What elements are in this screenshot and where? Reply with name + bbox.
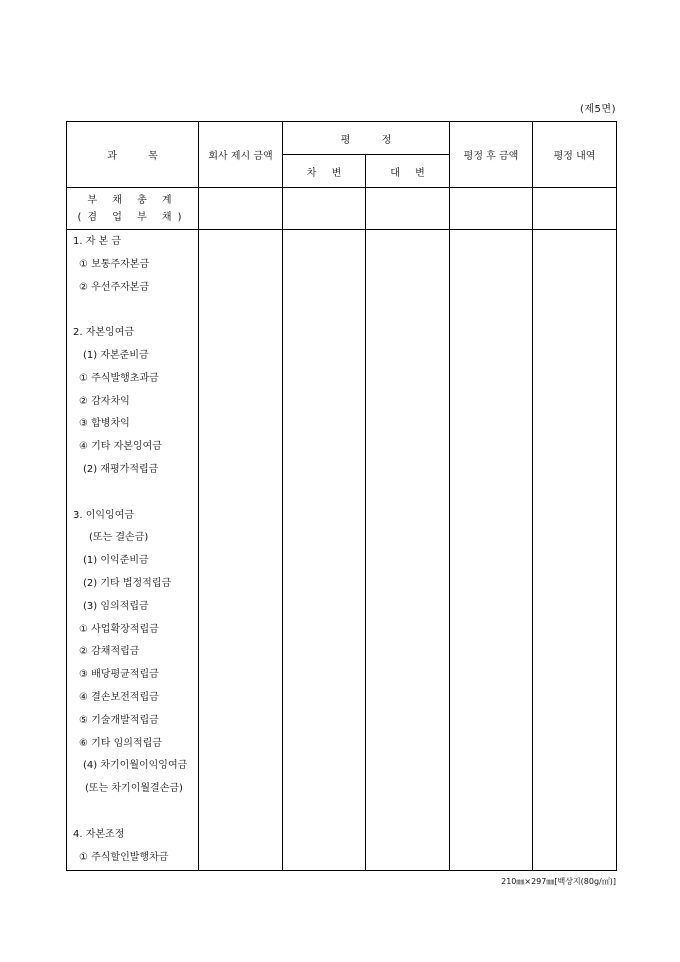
total-debit-cell[interactable] — [283, 188, 366, 230]
header-after-amount: 평정 후 금액 — [450, 122, 533, 188]
account-item: 2. 자본잉여금 — [73, 327, 135, 339]
account-item: 4. 자본조정 — [73, 828, 125, 840]
blank-line — [67, 801, 198, 824]
account-item: ④ 결손보전적립금 — [79, 691, 159, 703]
total-company-amount-cell[interactable] — [199, 188, 283, 230]
total-row-line2: (겸 업 부 채) — [77, 211, 188, 223]
blank-line — [67, 299, 198, 322]
header-debit: 차 변 — [283, 155, 366, 188]
header-credit: 대 변 — [366, 155, 450, 188]
account-item: (또는 결손금) — [89, 532, 149, 544]
total-details-cell[interactable] — [533, 188, 617, 230]
account-item: ③ 배당평균적립금 — [79, 669, 159, 681]
header-details: 평정 내역 — [533, 122, 617, 188]
total-after-amount-cell[interactable] — [450, 188, 533, 230]
account-item: ① 사업확장적립금 — [79, 623, 159, 635]
account-item: ① 주식발행초과금 — [79, 372, 159, 384]
account-item: ⑥ 기타 임의적립금 — [79, 737, 162, 749]
header-subject: 과 목 — [67, 122, 199, 188]
blank-line — [67, 482, 198, 505]
items-row — [67, 230, 617, 871]
item-list — [67, 230, 198, 869]
account-item: (2) 기타 법정적립금 — [83, 577, 172, 589]
account-item: (1) 이익준비금 — [83, 555, 149, 567]
account-item: ① 주식할인발행차금 — [79, 851, 169, 863]
account-item: (4) 차기이월이익잉여금 — [83, 760, 188, 772]
capital-evaluation-table — [66, 121, 617, 871]
items-details-cell[interactable] — [533, 230, 617, 871]
header-company-amount: 회사 제시 금액 — [199, 122, 283, 188]
account-item: ② 우선주자본금 — [79, 281, 150, 293]
account-item: 1. 자 본 금 — [73, 236, 122, 247]
total-row-label — [67, 188, 199, 230]
header-evaluation: 평 정 — [283, 122, 450, 155]
account-item: 3. 이익잉여금 — [73, 509, 135, 521]
account-item: ① 보통주자본금 — [79, 258, 150, 270]
items-after-amount-cell[interactable] — [450, 230, 533, 871]
account-item: ② 감채적립금 — [79, 646, 140, 658]
account-item: ③ 합병차익 — [79, 418, 130, 430]
total-liabilities-row — [67, 188, 617, 230]
account-item: ② 감자차익 — [79, 395, 130, 407]
items-credit-cell[interactable] — [366, 230, 450, 871]
items-debit-cell[interactable] — [283, 230, 366, 871]
items-cell — [67, 230, 199, 871]
account-item: (2) 재평가적립금 — [83, 463, 159, 475]
account-item: (3) 임의적립금 — [83, 600, 149, 612]
account-item: (1) 자본준비금 — [83, 349, 149, 361]
total-row-line1: 부 채 총 계 — [87, 194, 178, 206]
items-company-amount-cell[interactable] — [199, 230, 283, 871]
page-number-label: (제5면) — [580, 104, 616, 115]
paper-size-note: 210㎜×297㎜[백상지(80g/㎡)] — [501, 877, 616, 886]
total-credit-cell[interactable] — [366, 188, 450, 230]
account-item: (또는 차기이월결손금) — [85, 783, 183, 795]
account-item: ④ 기타 자본잉여금 — [79, 441, 162, 453]
account-item: ⑤ 기술개발적립금 — [79, 714, 159, 726]
